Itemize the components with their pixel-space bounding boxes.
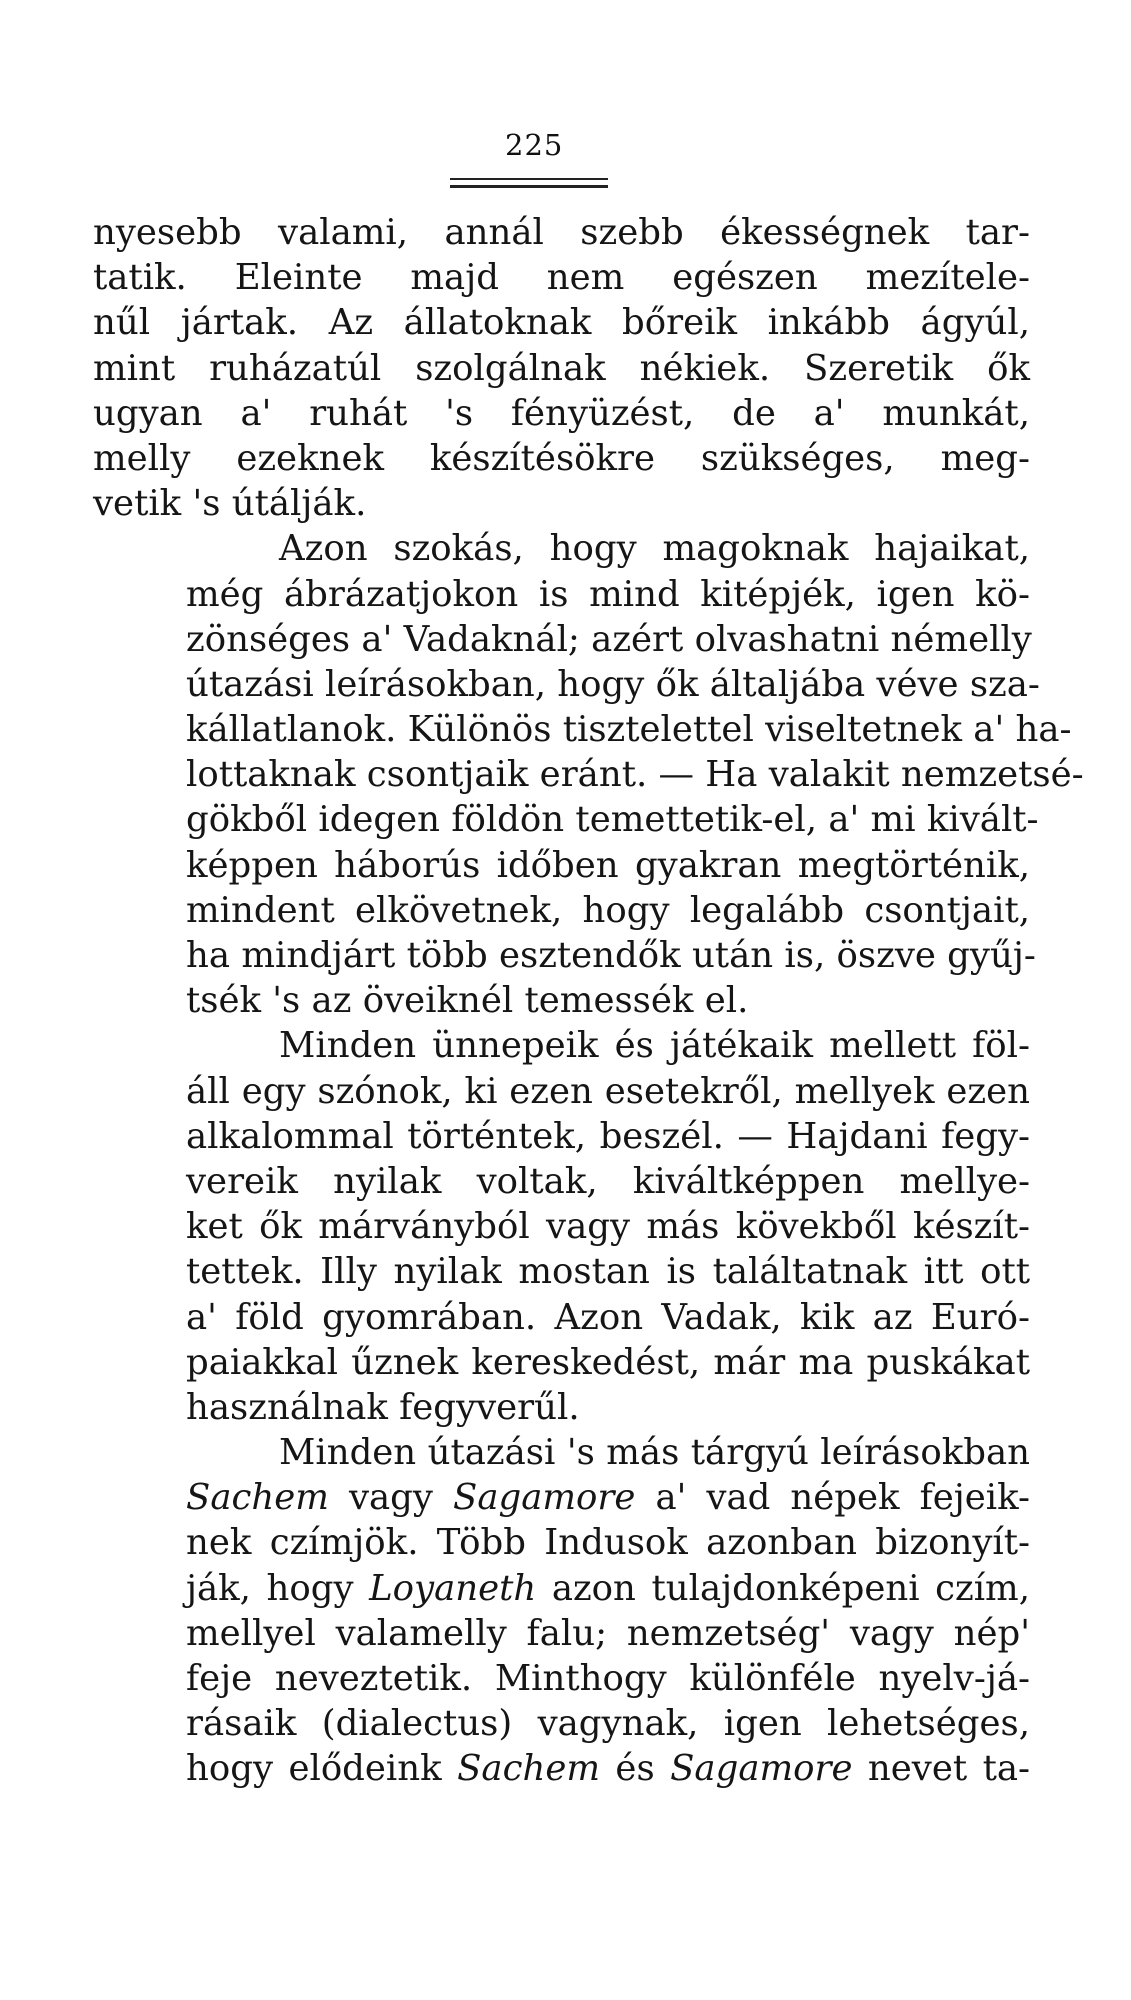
text-line: lottaknak csontjaik eránt. — Ha valakit nemzetsé- (186, 754, 1084, 796)
text-line: gökből idegen földön temettetik-el, a' mi kivált- (186, 799, 1039, 841)
body-text (93, 210, 1084, 1792)
text-run: a' vad népek fejeik- (635, 1477, 1030, 1519)
header-rule (450, 178, 608, 188)
text-line: mellyel valamelly falu; nemzetség' vagy nép' (186, 1612, 1030, 1654)
text-line (93, 1746, 1030, 1791)
text-run: nevet ta- (852, 1748, 1030, 1790)
text-run: vagy (328, 1477, 454, 1519)
text-line: áll egy szónok, ki ezen esetekről, mellyek ezen (186, 1070, 1030, 1112)
text-run: Minden útazási 's más tárgyú leírásokban (279, 1432, 1030, 1474)
text-line: rásaik (dialectus) vagynak, igen lehetséges, (186, 1703, 1030, 1745)
text-line: kállatlanok. Különös tisztelettel viseltetnek a' ha- (186, 709, 1072, 751)
text-line: tsék 's az öveiknél temessék el. (186, 980, 749, 1022)
italic-term-loyaneth: Loyaneth (369, 1567, 537, 1609)
text-run: ják, hogy (186, 1567, 370, 1609)
paragraph-3 (93, 1023, 1030, 1430)
text-line: alkalommal történtek, beszél. — Hajdani fegy- (186, 1115, 1030, 1157)
text-line: paiakkal űznek kereskedést, már ma puskákat (186, 1341, 1030, 1383)
text-line: feje neveztetik. Minthogy különféle nyelv-já- (186, 1658, 1030, 1699)
text-run: azon tulajdonképeni czím, (536, 1567, 1030, 1609)
text-line: mint ruházatúl szolgálnak nékiek. Szeretik ők (93, 347, 1030, 389)
text-line: nyesebb valami, annál szebb ékességnek tar- (93, 212, 1030, 253)
italic-term-sachem: Sachem (186, 1477, 329, 1519)
text-line: vereik nyilak voltak, kiváltképpen mellye- (186, 1160, 1030, 1202)
text-line: tatik. Eleinte majd nem egészen mezítele- (93, 257, 1030, 299)
text-line: vetik 's útálják. (93, 483, 367, 525)
paragraph-1 (93, 210, 1030, 526)
italic-term-sachem: Sachem (457, 1748, 600, 1790)
text-line: nek czímjök. Több Indusok azonban bizonyít- (186, 1522, 1030, 1564)
text-line: még ábrázatjokon is mind kitépjék, igen kö- (186, 573, 1030, 615)
text-line: a' föld gyomrában. Azon Vadak, kik az Euró- (186, 1296, 1030, 1338)
text-line (93, 1566, 1030, 1611)
text-line: használnak fegyverűl. (186, 1386, 580, 1428)
text-run: és (600, 1748, 671, 1790)
paragraph-2 (93, 526, 1084, 1023)
text-line: Minden ünnepeik és játékaik mellett föl- (279, 1025, 1030, 1067)
text-line (93, 1430, 1030, 1475)
text-line: zönséges a' Vadaknál; azért olvashatni némelly (186, 618, 1032, 660)
italic-term-sagamore: Sagamore (670, 1748, 853, 1790)
text-line: ket ők márványból vagy más kövekből készít- (186, 1206, 1030, 1248)
text-line: ha mindjárt több esztendők után is, öszve gyűj- (186, 935, 1036, 976)
text-line: képpen háborús időben gyakran megtörténik, (186, 844, 1030, 886)
text-line: Azon szokás, hogy magoknak hajaikat, (279, 528, 1030, 570)
text-line (93, 1475, 1030, 1520)
text-line: ugyan a' ruhát 's fényüzést, de a' munkát, (93, 392, 1030, 434)
text-line: melly ezeknek készítésökre szükséges, meg- (93, 437, 1030, 479)
page-number: 225 (505, 128, 564, 162)
text-line: mindent elkövetnek, hogy legalább csontjait, (186, 889, 1030, 931)
text-run: hogy elődeink (186, 1748, 458, 1790)
text-line: tettek. Illy nyilak mostan is találtatnak itt ott (186, 1251, 1030, 1293)
text-line: nűl jártak. Az állatoknak bőreik inkább ágyúl, (93, 302, 1030, 344)
text-line: útazási leírásokban, hogy ők általjába véve sza- (186, 663, 1040, 705)
paragraph-4 (93, 1430, 1030, 1792)
italic-term-sagamore: Sagamore (453, 1477, 636, 1519)
